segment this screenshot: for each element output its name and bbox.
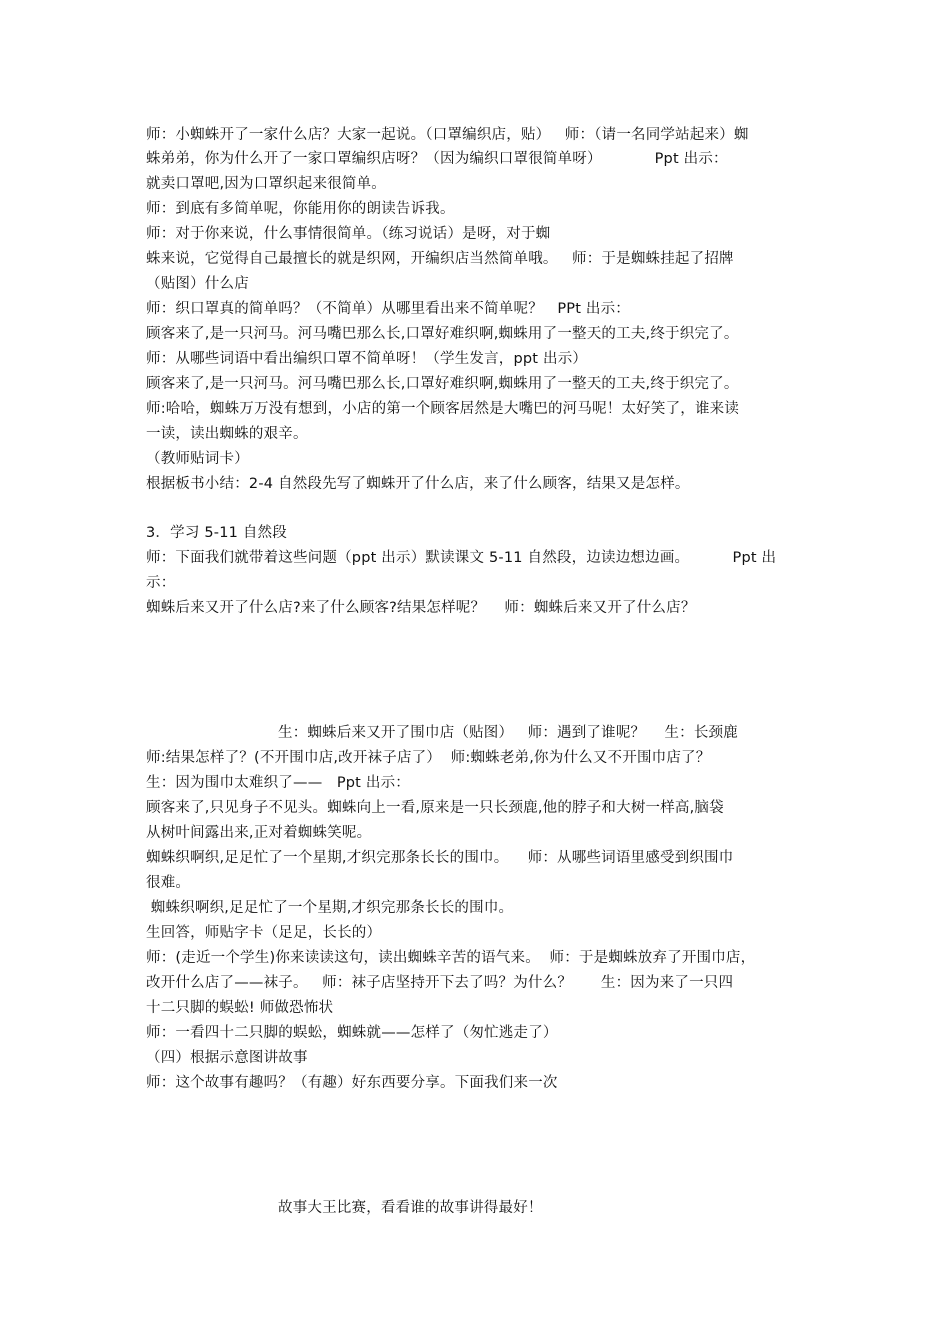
text-line: 生：蜘蛛后来又开了围巾店（贴图） 师：遇到了谁呢？ 生：长颈鹿 [278, 725, 738, 741]
text-line: 蜘蛛后来又开了什么店?来了什么顾客?结果怎样呢？ 师：蜘蛛后来又开了什么店？ [146, 600, 696, 616]
text-line: 师：从哪些词语中看出编织口罩不简单呀！（学生发言，ppt 出示） [146, 351, 588, 367]
text-line: 顾客来了,只见身子不见头。蜘蛛向上一看,原来是一只长颈鹿,他的脖子和大树一样高,脑袋 [146, 800, 724, 816]
text-line: 师：到底有多简单呢，你能用你的朗读告诉我。 [146, 201, 455, 217]
text-line: 从树叶间露出来,正对着蜘蛛笑呢。 [146, 825, 372, 841]
text-line: 故事大王比赛，看看谁的故事讲得最好！ [278, 1200, 543, 1216]
text-line: 十二只脚的蜈蚣! 师做恐怖状 [146, 1000, 334, 1016]
text-line: 师：织口罩真的简单吗？（不简单）从哪里看出来不简单呢？ PPt 出示： [146, 301, 631, 317]
text-line: 师：(走近一个学生)你来读读这句，读出蜘蛛辛苦的语气来。 师：于是蜘蛛放弃了开围巾店， [146, 950, 756, 966]
text-line: 示： [146, 575, 176, 591]
text-line: 生：因为围巾太难织了—— Ppt 出示： [146, 775, 410, 791]
section-heading: （四）根据示意图讲故事 [146, 1050, 308, 1066]
text-line: 生回答，师贴字卡（足足，长长的） [146, 925, 382, 941]
text-line: 师：小蜘蛛开了一家什么店？大家一起说。（口罩编织店，贴） 师：（请一名同学站起来）蜘 [146, 127, 749, 143]
text-line: 改开什么店了——袜子。 师：袜子店坚持开下去了吗？为什么？ 生：因为来了一只四 [146, 975, 734, 991]
text-line: 一读，读出蜘蛛的艰辛。 [146, 426, 308, 442]
text-line: 蜘蛛织啊织,足足忙了一个星期,才织完那条长长的围巾。 [146, 900, 514, 916]
text-line: 顾客来了,是一只河马。河马嘴巴那么长,口罩好难织啊,蜘蛛用了一整天的工夫,终于织完了。 [146, 376, 739, 392]
text-line: 师:结果怎样了？(不开围巾店,改开袜子店了） 师:蜘蛛老弟,你为什么又不开围巾店了？ [146, 750, 711, 766]
text-line: 就卖口罩吧,因为口罩织起来很简单。 [146, 176, 387, 192]
text-line: 蛛来说，它觉得自己最擅长的就是织网，开编织店当然简单哦。 师：于是蜘蛛挂起了招牌 [146, 251, 734, 267]
text-line: 顾客来了,是一只河马。河马嘴巴那么长,口罩好难织啊,蜘蛛用了一整天的工夫,终于织完了。 [146, 326, 739, 342]
text-line: 根据板书小结：2-4 自然段先写了蜘蛛开了什么店，来了什么顾客，结果又是怎样。 [146, 476, 690, 492]
text-line: 蛛弟弟，你为什么开了一家口罩编织店呀？（因为编织口罩很简单呀） Ppt 出示： [146, 151, 728, 167]
text-line: （教师贴词卡） [146, 451, 249, 467]
text-line: 师：这个故事有趣吗？（有趣）好东西要分享。下面我们来一次 [146, 1075, 558, 1091]
text-line: （贴图）什么店 [146, 276, 249, 292]
text-line: 蜘蛛织啊织,足足忙了一个星期,才织完那条长长的围巾。 师：从哪些词语里感受到织围巾 [146, 850, 734, 866]
section-heading: 3．学习 5-11 自然段 [146, 525, 287, 541]
text-line: 师：下面我们就带着这些问题（ppt 出示）默读课文 5-11 自然段，边读边想边画。 Ppt 出 [146, 550, 777, 566]
text-line: 很难。 [146, 875, 191, 891]
text-line: 师：对于你来说，什么事情很简单。（练习说话）是呀，对于蜘 [146, 226, 551, 242]
text-line: 师:哈哈，蜘蛛万万没有想到，小店的第一个顾客居然是大嘴巴的河马呢！太好笑了，谁来读 [146, 401, 740, 417]
text-line: 师：一看四十二只脚的蜈蚣，蜘蛛就——怎样了（匆忙逃走了） [146, 1025, 558, 1041]
